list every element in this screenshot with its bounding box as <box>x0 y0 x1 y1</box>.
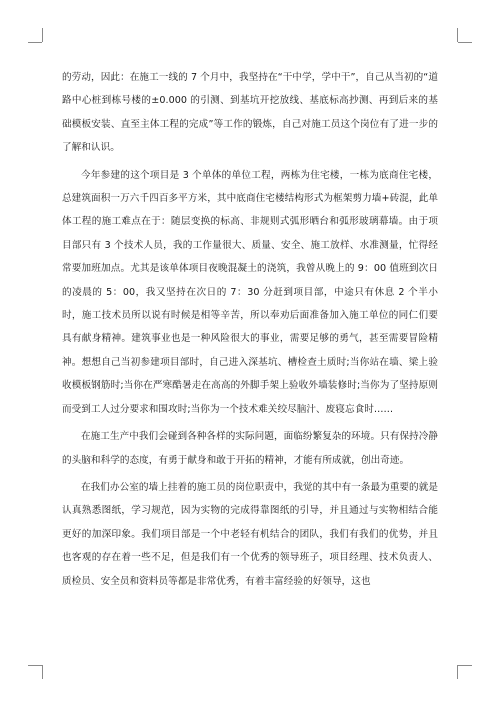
paragraph-2: 今年参建的这个项目是 3 个单体的单位工程，两栋为住宅楼，一栋为底商住宅楼，总建筑面积一万六千四百多平方米，其中底商住宅楼结构形式为框架剪力墙+砖混，此单体工程的施工难点在于：随层变换的标高、非规则式弧形晒台和弧形玻璃幕墙。由于项目部只有 3 个技术人员，我的工作量很大、质量、安全、施工放样、水准测量，忙得经常要加班加点。尤其是该单体项目夜晚混凝土的浇筑，我曾从晚上的 9：00 值班到次日的凌晨的 5：00，我又坚持在次日的 7：30 分赶到项目部，中途只有休息 2 个半小时，施工技术员所以说有时候是相等辛苦，所以奉劝后面准备加入施工单位的同仁们要具有献身精神。建筑事业也是一种风险很大的事业，需要足够的勇气，甚至需要冒险精神。想想自己当初参建项目部时，自己进入深基坑、槽检查土质时;当你站在墙、梁上验收模板钢筋时;当你在严寒酷暑走在高高的外脚手架上验收外墙装修时;当你为了坚持原则而受到工人过分要求和围攻时;当你为一个技术难关绞尽脑汁、废寝忘食时…… <box>62 169 438 415</box>
crop-mark-top-left-h <box>28 42 42 43</box>
crop-mark-bottom-left-v <box>42 665 43 679</box>
paragraph-3: 在施工生产中我们会碰到各种各样的实际问题，面临纷繁复杂的环境。只有保持冷静的头脑和科学的态度，有勇于献身和敢于开拓的精神，才能有所成就，创出奇迹。 <box>62 431 438 466</box>
crop-mark-top-right-v <box>457 28 458 42</box>
crop-mark-bottom-right-h <box>458 665 472 666</box>
crop-mark-bottom-left-h <box>28 665 42 666</box>
paragraph-4: 在我们办公室的墙上挂着的施工员的岗位职责中，我觉的其中有一条最为重要的就是认真熟悉图纸，学习规范，因为实物的完成得靠图纸的引导，并且通过与实物相结合能更好的加深印象。我们项目部是一个中老轻有机结合的团队，我们有我们的优势，并且也客观的存在着一些不足，但是我们有一个优秀的领导班子，项目经理、技术负责人、质检员、安全员和资料员等都是非常优秀，有着丰富经验的好领导，这也 <box>62 481 438 587</box>
body-text <box>62 66 438 593</box>
crop-mark-bottom-right-v <box>457 665 458 679</box>
crop-mark-top-left-v <box>42 28 43 42</box>
paragraph-1: 的劳动，因此：在施工一线的 7 个月中，我坚持在“干中学，学中干”，自己从当初的“道路中心桩到栋号楼的±0.000 的引测、到基坑开挖放线、基底标高抄测、再到后来的基础模板安装、直至主体工程的完成”等工作的锻炼，自己对施工员这个岗位有了进一步的了解和认识。 <box>62 72 438 154</box>
crop-mark-top-right-h <box>458 42 472 43</box>
